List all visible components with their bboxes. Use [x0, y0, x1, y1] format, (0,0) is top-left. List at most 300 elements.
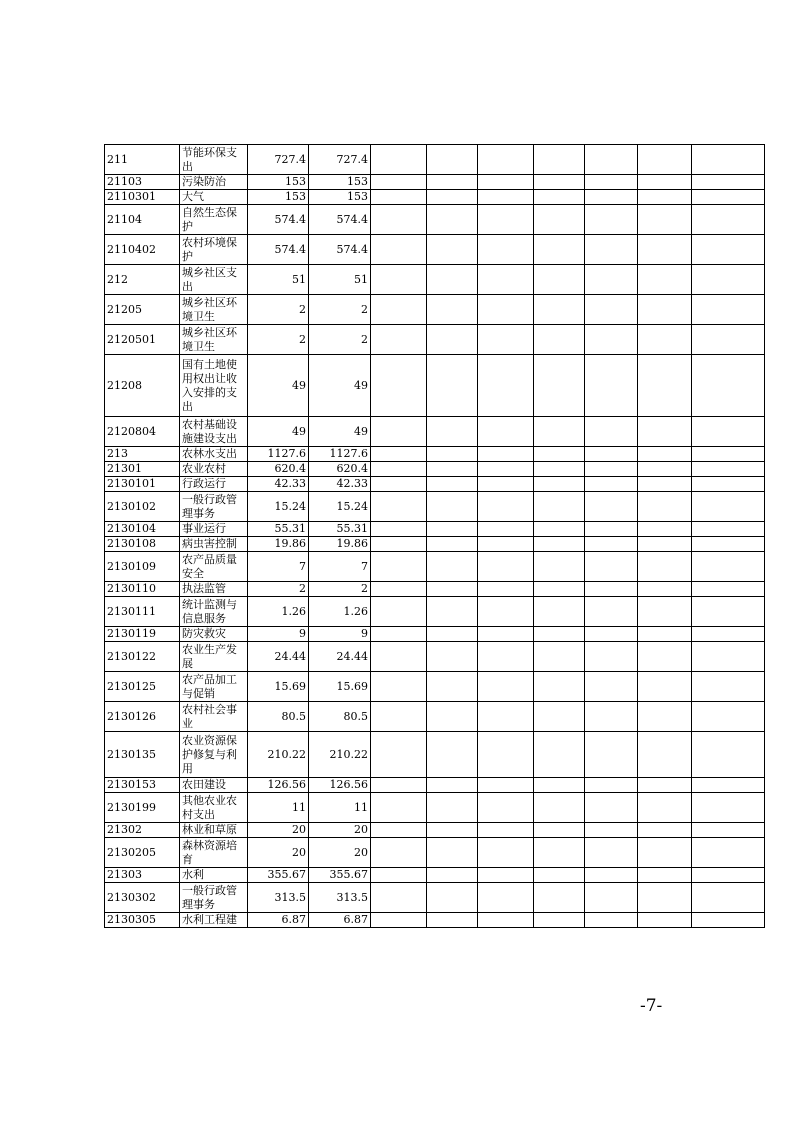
table-row [105, 175, 765, 190]
row-name: 农田建设 [180, 778, 248, 793]
row-value-2: 15.24 [309, 492, 371, 522]
empty-cell [478, 672, 534, 702]
row-code: 2130126 [105, 702, 180, 732]
row-value-2: 2 [309, 582, 371, 597]
empty-cell [478, 235, 534, 265]
row-value-2: 80.5 [309, 702, 371, 732]
row-name: 自然生态保护 [180, 205, 248, 235]
row-value-2: 153 [309, 175, 371, 190]
row-code: 21302 [105, 823, 180, 838]
empty-cell [692, 145, 765, 175]
empty-cell [478, 295, 534, 325]
empty-cell [638, 145, 692, 175]
empty-cell [478, 477, 534, 492]
empty-cell [534, 462, 585, 477]
row-value-1: 49 [248, 417, 309, 447]
row-value-2: 727.4 [309, 145, 371, 175]
empty-cell [585, 838, 638, 868]
empty-cell [692, 355, 765, 417]
table-row [105, 537, 765, 552]
empty-cell [638, 883, 692, 913]
row-value-2: 42.33 [309, 477, 371, 492]
row-code: 2130119 [105, 627, 180, 642]
table-row [105, 732, 765, 778]
empty-cell [638, 597, 692, 627]
row-name: 防灾救灾 [180, 627, 248, 642]
empty-cell [534, 477, 585, 492]
empty-cell [692, 702, 765, 732]
row-value-2: 55.31 [309, 522, 371, 537]
row-value-2: 19.86 [309, 537, 371, 552]
empty-cell [478, 552, 534, 582]
empty-cell [427, 492, 478, 522]
empty-cell [478, 417, 534, 447]
empty-cell [371, 462, 427, 477]
row-value-1: 11 [248, 793, 309, 823]
row-code: 2130135 [105, 732, 180, 778]
empty-cell [534, 627, 585, 642]
empty-cell [371, 883, 427, 913]
budget-table [104, 144, 765, 928]
empty-cell [638, 355, 692, 417]
empty-cell [478, 265, 534, 295]
row-code: 2110301 [105, 190, 180, 205]
table-row [105, 265, 765, 295]
empty-cell [692, 462, 765, 477]
empty-cell [692, 838, 765, 868]
table-row [105, 823, 765, 838]
empty-cell [371, 838, 427, 868]
empty-cell [692, 883, 765, 913]
empty-cell [478, 702, 534, 732]
empty-cell [585, 627, 638, 642]
empty-cell [371, 672, 427, 702]
empty-cell [638, 477, 692, 492]
row-value-1: 49 [248, 355, 309, 417]
empty-cell [478, 492, 534, 522]
empty-cell [478, 868, 534, 883]
row-name: 国有土地使用权出让收入安排的支出 [180, 355, 248, 417]
empty-cell [534, 793, 585, 823]
row-name: 事业运行 [180, 522, 248, 537]
table-row [105, 597, 765, 627]
empty-cell [585, 145, 638, 175]
empty-cell [585, 190, 638, 205]
row-name: 统计监测与信息服务 [180, 597, 248, 627]
empty-cell [371, 265, 427, 295]
empty-cell [585, 868, 638, 883]
row-value-1: 6.87 [248, 913, 309, 928]
empty-cell [692, 552, 765, 582]
row-code: 21104 [105, 205, 180, 235]
table-row [105, 642, 765, 672]
row-code: 213 [105, 447, 180, 462]
empty-cell [638, 537, 692, 552]
empty-cell [478, 325, 534, 355]
table-row [105, 447, 765, 462]
row-value-1: 313.5 [248, 883, 309, 913]
row-value-2: 126.56 [309, 778, 371, 793]
empty-cell [478, 522, 534, 537]
empty-cell [638, 868, 692, 883]
empty-cell [534, 145, 585, 175]
empty-cell [692, 235, 765, 265]
row-value-1: 42.33 [248, 477, 309, 492]
empty-cell [692, 597, 765, 627]
row-value-2: 620.4 [309, 462, 371, 477]
empty-cell [585, 732, 638, 778]
row-name: 病虫害控制 [180, 537, 248, 552]
empty-cell [534, 732, 585, 778]
empty-cell [427, 417, 478, 447]
row-value-2: 20 [309, 838, 371, 868]
row-value-1: 574.4 [248, 205, 309, 235]
empty-cell [585, 265, 638, 295]
table-row [105, 627, 765, 642]
empty-cell [638, 582, 692, 597]
empty-cell [692, 492, 765, 522]
empty-cell [371, 552, 427, 582]
empty-cell [585, 447, 638, 462]
empty-cell [478, 732, 534, 778]
empty-cell [585, 492, 638, 522]
empty-cell [534, 883, 585, 913]
empty-cell [534, 838, 585, 868]
empty-cell [534, 642, 585, 672]
empty-cell [692, 537, 765, 552]
empty-cell [534, 672, 585, 702]
table-row [105, 295, 765, 325]
empty-cell [427, 597, 478, 627]
row-value-2: 6.87 [309, 913, 371, 928]
row-name: 节能环保支出 [180, 145, 248, 175]
empty-cell [585, 462, 638, 477]
row-value-1: 574.4 [248, 235, 309, 265]
empty-cell [638, 447, 692, 462]
empty-cell [692, 823, 765, 838]
empty-cell [371, 913, 427, 928]
empty-cell [371, 447, 427, 462]
row-value-2: 2 [309, 295, 371, 325]
empty-cell [638, 823, 692, 838]
empty-cell [371, 823, 427, 838]
empty-cell [371, 537, 427, 552]
table-row [105, 838, 765, 868]
row-code: 2130199 [105, 793, 180, 823]
empty-cell [585, 205, 638, 235]
row-name: 农村环境保护 [180, 235, 248, 265]
row-name: 农村社会事业 [180, 702, 248, 732]
empty-cell [638, 265, 692, 295]
table-row [105, 522, 765, 537]
empty-cell [638, 552, 692, 582]
row-value-1: 2 [248, 295, 309, 325]
empty-cell [427, 883, 478, 913]
empty-cell [585, 823, 638, 838]
table-row [105, 582, 765, 597]
empty-cell [585, 672, 638, 702]
row-code: 21303 [105, 868, 180, 883]
empty-cell [534, 235, 585, 265]
row-name: 执法监管 [180, 582, 248, 597]
row-name: 森林资源培育 [180, 838, 248, 868]
empty-cell [692, 778, 765, 793]
empty-cell [638, 627, 692, 642]
empty-cell [692, 627, 765, 642]
row-code: 2130109 [105, 552, 180, 582]
row-value-2: 49 [309, 355, 371, 417]
row-value-1: 80.5 [248, 702, 309, 732]
empty-cell [585, 597, 638, 627]
row-value-1: 9 [248, 627, 309, 642]
table-row [105, 702, 765, 732]
empty-cell [427, 145, 478, 175]
empty-cell [427, 582, 478, 597]
row-name: 一般行政管理事务 [180, 883, 248, 913]
row-code: 212 [105, 265, 180, 295]
empty-cell [692, 522, 765, 537]
empty-cell [427, 793, 478, 823]
empty-cell [427, 868, 478, 883]
row-value-2: 574.4 [309, 235, 371, 265]
table-row [105, 793, 765, 823]
empty-cell [585, 778, 638, 793]
empty-cell [427, 295, 478, 325]
empty-cell [371, 793, 427, 823]
row-code: 2130101 [105, 477, 180, 492]
empty-cell [427, 778, 478, 793]
row-code: 2130111 [105, 597, 180, 627]
row-value-1: 620.4 [248, 462, 309, 477]
empty-cell [371, 477, 427, 492]
table-row [105, 355, 765, 417]
table-row [105, 868, 765, 883]
empty-cell [427, 522, 478, 537]
row-value-1: 153 [248, 175, 309, 190]
table-row [105, 462, 765, 477]
row-value-2: 11 [309, 793, 371, 823]
row-code: 21103 [105, 175, 180, 190]
row-value-1: 19.86 [248, 537, 309, 552]
row-value-1: 153 [248, 190, 309, 205]
empty-cell [371, 492, 427, 522]
row-name: 农产品加工与促销 [180, 672, 248, 702]
row-name: 城乡社区环境卫生 [180, 295, 248, 325]
row-name: 农业农村 [180, 462, 248, 477]
empty-cell [692, 868, 765, 883]
table-row [105, 417, 765, 447]
empty-cell [585, 793, 638, 823]
empty-cell [692, 642, 765, 672]
table-row [105, 778, 765, 793]
row-code: 2110402 [105, 235, 180, 265]
row-name: 城乡社区环境卫生 [180, 325, 248, 355]
row-code: 2130305 [105, 913, 180, 928]
empty-cell [478, 642, 534, 672]
row-value-1: 1.26 [248, 597, 309, 627]
empty-cell [478, 913, 534, 928]
row-value-1: 126.56 [248, 778, 309, 793]
row-name: 城乡社区支出 [180, 265, 248, 295]
empty-cell [478, 582, 534, 597]
row-value-2: 24.44 [309, 642, 371, 672]
row-name: 水利 [180, 868, 248, 883]
empty-cell [585, 537, 638, 552]
row-value-2: 9 [309, 627, 371, 642]
empty-cell [371, 235, 427, 265]
empty-cell [585, 175, 638, 190]
row-code: 2130205 [105, 838, 180, 868]
empty-cell [638, 793, 692, 823]
empty-cell [692, 265, 765, 295]
row-value-2: 49 [309, 417, 371, 447]
row-code: 211 [105, 145, 180, 175]
row-value-1: 210.22 [248, 732, 309, 778]
empty-cell [371, 582, 427, 597]
row-value-1: 51 [248, 265, 309, 295]
row-value-2: 20 [309, 823, 371, 838]
empty-cell [585, 235, 638, 265]
empty-cell [585, 552, 638, 582]
empty-cell [638, 838, 692, 868]
empty-cell [427, 913, 478, 928]
empty-cell [638, 913, 692, 928]
empty-cell [371, 417, 427, 447]
empty-cell [478, 175, 534, 190]
row-name: 农村基础设施建设支出 [180, 417, 248, 447]
row-value-2: 7 [309, 552, 371, 582]
empty-cell [534, 913, 585, 928]
table-row [105, 205, 765, 235]
row-value-1: 7 [248, 552, 309, 582]
empty-cell [534, 295, 585, 325]
empty-cell [534, 417, 585, 447]
table-row [105, 913, 765, 928]
row-value-1: 15.69 [248, 672, 309, 702]
empty-cell [427, 325, 478, 355]
row-code: 2130104 [105, 522, 180, 537]
empty-cell [638, 522, 692, 537]
empty-cell [692, 175, 765, 190]
table-row [105, 883, 765, 913]
row-value-1: 2 [248, 582, 309, 597]
empty-cell [478, 823, 534, 838]
empty-cell [585, 355, 638, 417]
table-row [105, 325, 765, 355]
empty-cell [534, 868, 585, 883]
empty-cell [692, 582, 765, 597]
empty-cell [371, 868, 427, 883]
page-number: -7- [640, 996, 663, 1016]
row-code: 2130108 [105, 537, 180, 552]
empty-cell [478, 627, 534, 642]
empty-cell [427, 477, 478, 492]
empty-cell [692, 913, 765, 928]
row-code: 2130102 [105, 492, 180, 522]
empty-cell [638, 190, 692, 205]
empty-cell [371, 597, 427, 627]
row-value-1: 24.44 [248, 642, 309, 672]
empty-cell [692, 205, 765, 235]
empty-cell [692, 325, 765, 355]
row-value-1: 355.67 [248, 868, 309, 883]
empty-cell [638, 462, 692, 477]
empty-cell [371, 175, 427, 190]
row-name: 农产品质量安全 [180, 552, 248, 582]
empty-cell [638, 175, 692, 190]
row-name: 其他农业农村支出 [180, 793, 248, 823]
empty-cell [371, 190, 427, 205]
empty-cell [478, 537, 534, 552]
empty-cell [692, 477, 765, 492]
empty-cell [638, 702, 692, 732]
empty-cell [478, 205, 534, 235]
empty-cell [478, 145, 534, 175]
empty-cell [692, 793, 765, 823]
empty-cell [427, 642, 478, 672]
row-value-1: 20 [248, 823, 309, 838]
empty-cell [427, 823, 478, 838]
empty-cell [534, 355, 585, 417]
row-code: 2130125 [105, 672, 180, 702]
empty-cell [534, 823, 585, 838]
empty-cell [692, 732, 765, 778]
empty-cell [371, 627, 427, 642]
row-value-2: 1127.6 [309, 447, 371, 462]
table-row [105, 235, 765, 265]
empty-cell [371, 355, 427, 417]
empty-cell [371, 732, 427, 778]
empty-cell [478, 462, 534, 477]
empty-cell [478, 778, 534, 793]
empty-cell [585, 295, 638, 325]
row-name: 农业生产发展 [180, 642, 248, 672]
empty-cell [638, 778, 692, 793]
row-code: 2130302 [105, 883, 180, 913]
empty-cell [692, 295, 765, 325]
empty-cell [534, 492, 585, 522]
row-value-2: 210.22 [309, 732, 371, 778]
row-code: 21208 [105, 355, 180, 417]
row-value-1: 2 [248, 325, 309, 355]
row-code: 21301 [105, 462, 180, 477]
empty-cell [478, 883, 534, 913]
empty-cell [638, 492, 692, 522]
row-value-2: 574.4 [309, 205, 371, 235]
empty-cell [534, 778, 585, 793]
empty-cell [585, 642, 638, 672]
empty-cell [478, 793, 534, 823]
row-value-1: 1127.6 [248, 447, 309, 462]
empty-cell [638, 325, 692, 355]
row-code: 2130153 [105, 778, 180, 793]
empty-cell [534, 597, 585, 627]
empty-cell [478, 355, 534, 417]
empty-cell [427, 838, 478, 868]
empty-cell [585, 582, 638, 597]
empty-cell [534, 582, 585, 597]
empty-cell [371, 325, 427, 355]
row-value-2: 355.67 [309, 868, 371, 883]
empty-cell [585, 522, 638, 537]
row-value-1: 15.24 [248, 492, 309, 522]
empty-cell [534, 537, 585, 552]
empty-cell [371, 522, 427, 537]
empty-cell [692, 447, 765, 462]
empty-cell [427, 702, 478, 732]
row-name: 一般行政管理事务 [180, 492, 248, 522]
empty-cell [478, 447, 534, 462]
